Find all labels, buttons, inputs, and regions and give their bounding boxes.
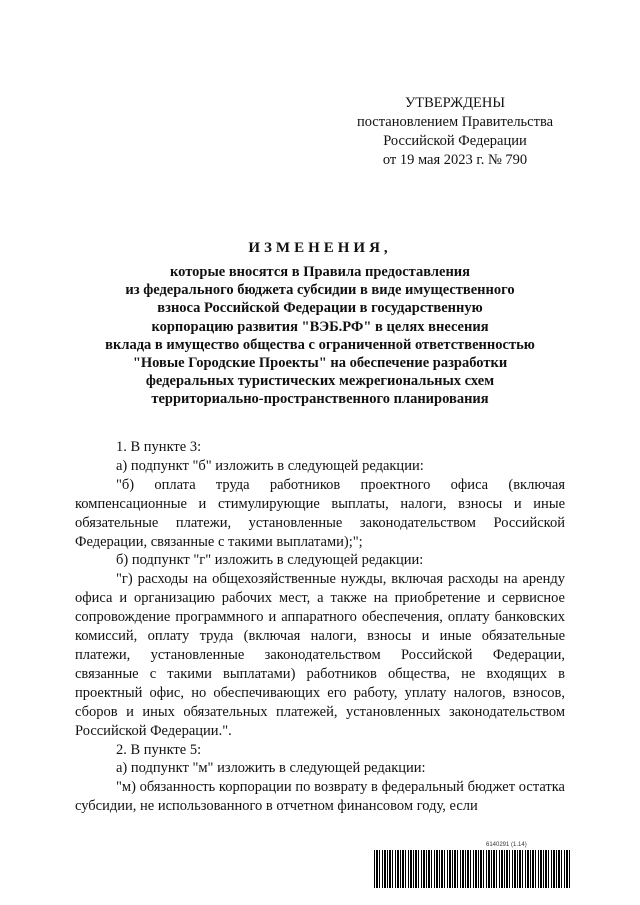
approval-date: от 19 мая 2023 г. № 790 (382, 152, 528, 168)
document-code: 6140291 (1.14) (486, 842, 527, 848)
paragraph: "б) оплата труда работников проектного офиса (включая компенсационные и стимулирующие выплаты, налоги, взносы и иные обязательные платежи, установленные законодательством Российской Федерации, связанные с такими выплатами);"; (75, 476, 565, 550)
document-title: ИЗМЕНЕНИЯ, (248, 240, 392, 256)
approval-line: постановлением Правительства (356, 114, 554, 130)
subtitle-line: взноса Российской Федерации в государственную (157, 300, 483, 317)
approval-stamp (340, 94, 570, 170)
document-body (75, 438, 565, 816)
document-subtitle (60, 263, 580, 409)
paragraph: "г) расходы на общехозяйственные нужды, включая расходы на аренду офиса и организацию рабочих мест, а также на приобретение и сервисное сопровождение программного и аппаратного обеспечения, оплату банковских комиссий, оплату труда (включая налоги, взносы и иные обязательные платежи, установленные законодательством Российской Федерации, связанные с такими выплатами) работников общества, не входящих в проектный офис, но обеспечивающих его работу, уплату налогов, взносов, сборов и иных обязательных платежей, установленных законодательством Российской Федерации.". (75, 571, 565, 739)
subtitle-line: корпорацию развития "ВЭБ.РФ" в целях внесения (151, 318, 489, 335)
subtitle-line: федеральных туристических межрегиональных схем (145, 373, 495, 390)
paragraph: а) подпункт "б" изложить в следующей редакции: (116, 457, 424, 474)
barcode-image (374, 850, 570, 888)
approval-heading: УТВЕРЖДЕНЫ (404, 95, 506, 111)
subtitle-line: "Новые Городские Проекты" на обеспечение разработки (132, 355, 508, 372)
subtitle-line: территориально-пространственного планирования (151, 391, 489, 408)
paragraph: б) подпункт "г" изложить в следующей редакции: (116, 552, 424, 569)
paragraph: "м) обязанность корпорации по возврату в федеральный бюджет остатка субсидии, не использованного в отчетном финансовом году, если (75, 779, 565, 815)
subtitle-line: которые вносятся в Правила предоставления (169, 264, 470, 280)
subtitle-line: из федерального бюджета субсидии в виде имущественного (125, 282, 515, 299)
paragraph: 1. В пункте 3: (116, 439, 202, 455)
paragraph: а) подпункт "м" изложить в следующей редакции: (116, 760, 426, 777)
approval-line: Российской Федерации (383, 133, 527, 149)
paragraph: 2. В пункте 5: (116, 741, 202, 758)
subtitle-line: вклада в имущество общества с ограниченной ответственностью (105, 336, 535, 353)
